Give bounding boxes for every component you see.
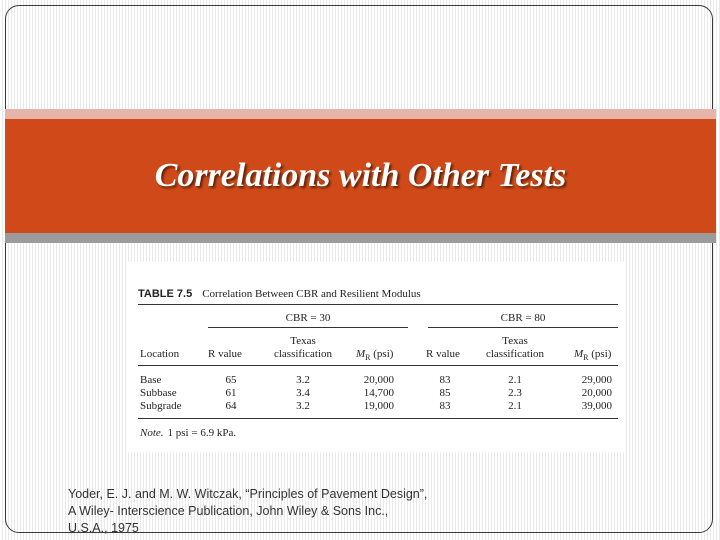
table-caption [138,288,421,300]
cell-texas-cbr30: 3.2 [296,400,310,412]
cell-texas-cbr30: 3.2 [296,374,310,386]
correlation-table-image [128,262,626,452]
cell-mr-cbr80: 20,000 [581,387,612,399]
table-bottom-rule [138,418,618,419]
header-location: Location [140,348,180,360]
cell-mr-cbr80: 39,000 [581,400,612,412]
table-label: TABLE 7.5 [138,288,193,300]
header-mr-cbr80: $M_R$ (psi) [574,348,612,363]
table-top-rule [138,304,618,305]
cell-r-value-cbr80: 83 [439,374,451,386]
group-header-cbr30: CBR = 30 [285,312,331,324]
header-texas-cbr80-line2: classification [485,348,545,360]
reference-citation: Yoder, E. J. and M. W. Witczak, “Principles of Pavement Design”, A Wiley- Interscience Publication, John Wiley & Sons Inc., U.S.A., 1975 [68,487,428,535]
cell-mr-cbr30: 14,700 [363,387,394,399]
table-note-text: 1 psi = 6.9 kPa. [167,427,237,439]
cell-location: Subbase [140,387,177,399]
header-texas-cbr30-line1: Texas [290,335,316,347]
cell-r-value-cbr80: 83 [439,400,451,412]
cell-r-value-cbr30: 64 [225,400,237,412]
cell-r-value-cbr30: 65 [225,374,237,386]
cell-mr-cbr30: 19,000 [363,400,394,412]
header-bottom-rule [138,365,618,366]
cell-mr-cbr80: 29,000 [581,374,612,386]
group-rule-cbr30 [208,327,408,328]
header-texas-cbr80-line1: Texas [502,335,528,347]
cell-mr-cbr30: 20,000 [363,374,394,386]
group-header-cbr80: CBR = 80 [500,312,546,324]
cell-r-value-cbr80: 85 [439,387,451,399]
header-mr-cbr30: $M_R$ (psi) [356,348,394,363]
cell-location: Base [140,374,162,386]
cell-texas-cbr80: 2.3 [508,387,522,399]
cell-r-value-cbr30: 61 [225,387,237,399]
table-note-label: Note. [140,427,164,439]
slide-title: Correlations with Other Tests [154,157,567,194]
title-band-top-stripe [5,109,716,119]
header-texas-cbr30-line2: classification [273,348,333,360]
title-band-bottom-stripe [5,233,716,243]
cell-location: Subgrade [140,400,182,412]
table-caption-text: Correlation Between CBR and Resilient Modulus [202,288,421,300]
table-note [140,427,236,439]
group-rule-cbr80 [428,327,618,328]
header-r-value-cbr30: R value [208,348,242,360]
cell-texas-cbr80: 2.1 [508,400,522,412]
cell-texas-cbr30: 3.4 [296,387,310,399]
cell-texas-cbr80: 2.1 [508,374,522,386]
header-r-value-cbr80: R value [426,348,460,360]
